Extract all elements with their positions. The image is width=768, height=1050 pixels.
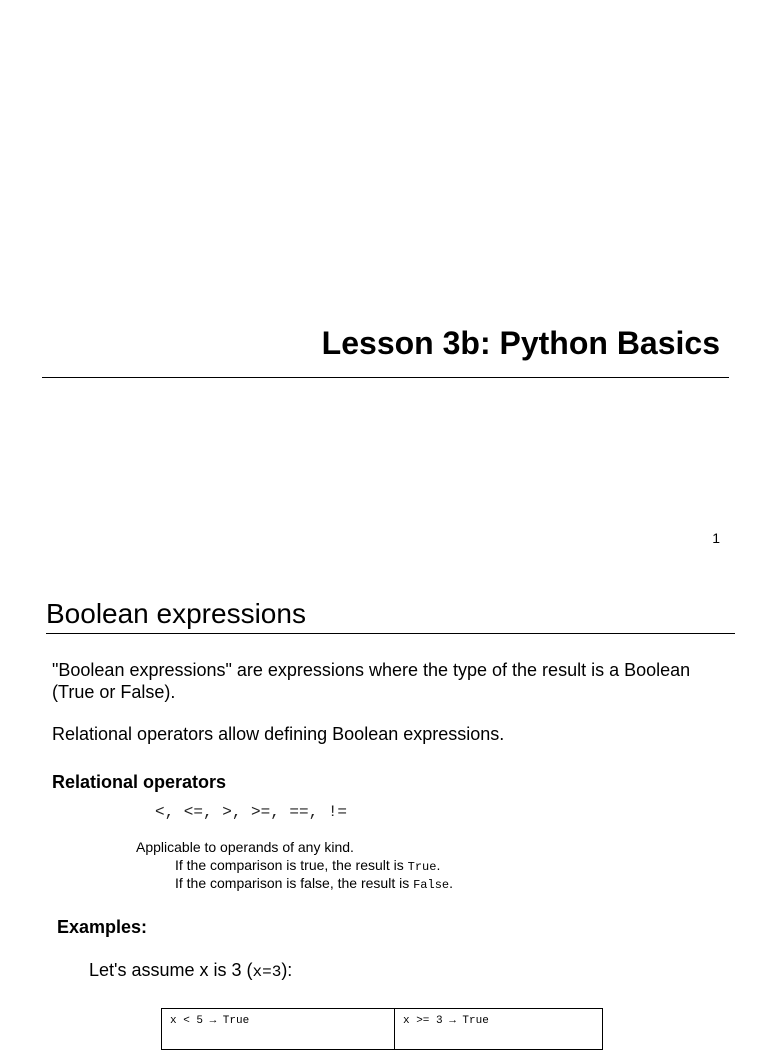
example-cell-right: x >= 3 → True (403, 1015, 489, 1027)
examples-table (161, 1008, 603, 1050)
true-note-period: . (436, 857, 441, 873)
page-number: 1 (712, 530, 720, 546)
section-divider (46, 633, 735, 634)
assume-suffix: ): (281, 960, 293, 980)
false-note-text: If the comparison is false, the result is (175, 875, 414, 891)
slide-title: Lesson 3b: Python Basics (321, 325, 720, 361)
relational-paragraph: Relational operators allow defining Boolean expressions. (52, 724, 505, 744)
true-note-text: If the comparison is true, the result is (175, 857, 408, 873)
false-value: False (413, 878, 450, 892)
true-note (175, 856, 440, 876)
applicable-note: Applicable to operands of any kind. (136, 839, 354, 855)
relational-operators-heading: Relational operators (52, 772, 227, 792)
section-title: Boolean expressions (46, 598, 306, 629)
assume-code: x=3 (252, 963, 282, 981)
assume-prefix: Let's assume x is 3 ( (89, 960, 253, 980)
examples-heading: Examples: (57, 917, 148, 937)
assume-line (89, 960, 292, 981)
example-cell-left: x < 5 → True (162, 1009, 395, 1049)
false-note-period: . (449, 875, 454, 891)
false-note (175, 874, 453, 894)
true-value: True (407, 860, 437, 874)
title-divider (42, 377, 729, 378)
operators-list: <, <=, >, >=, ==, != (155, 803, 348, 821)
intro-paragraph: "Boolean expressions" are expressions where the type of the result is a Boolean (True or False). (52, 660, 691, 702)
